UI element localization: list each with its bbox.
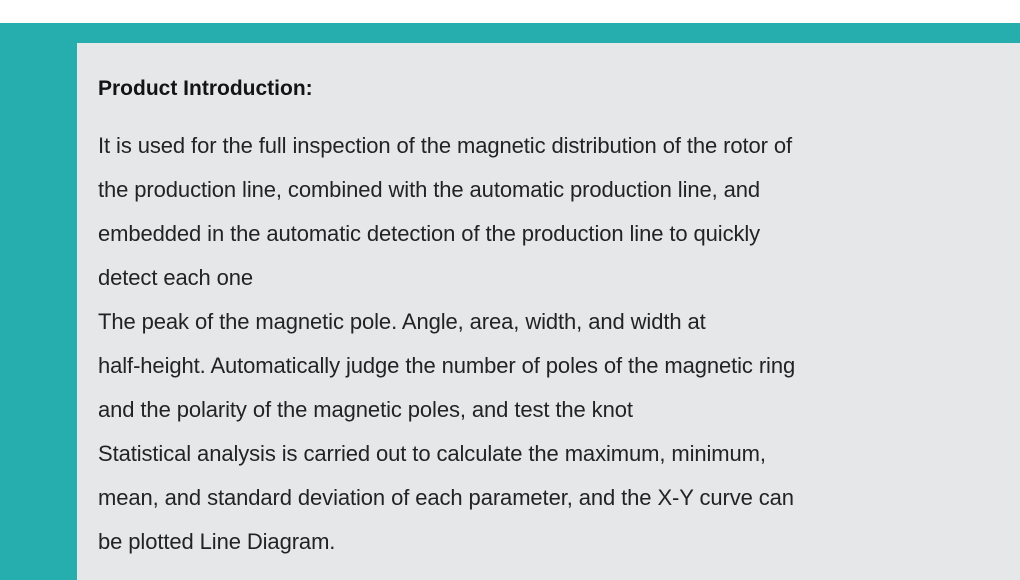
text-line: and the polarity of the magnetic poles, and test the knot	[98, 397, 633, 422]
text-line: The peak of the magnetic pole. Angle, area, width, and width at	[98, 309, 706, 334]
body-text	[98, 124, 1010, 564]
text-line: half-height. Automatically judge the number of poles of the magnetic ring	[98, 353, 796, 378]
product-introduction-panel	[77, 43, 1020, 580]
text-line: mean, and standard deviation of each parameter, and the X-Y curve can	[98, 485, 794, 510]
text-line: the production line, combined with the automatic production line, and	[98, 177, 761, 202]
text-line: It is used for the full inspection of the magnetic distribution of the rotor of	[98, 133, 793, 158]
text-line: detect each one	[98, 265, 254, 290]
text-line: embedded in the automatic detection of the production line to quickly	[98, 221, 761, 246]
text-line: be plotted Line Diagram.	[98, 529, 336, 554]
section-heading: Product Introduction:	[98, 77, 313, 100]
text-line: Statistical analysis is carried out to calculate the maximum, minimum,	[98, 441, 766, 466]
